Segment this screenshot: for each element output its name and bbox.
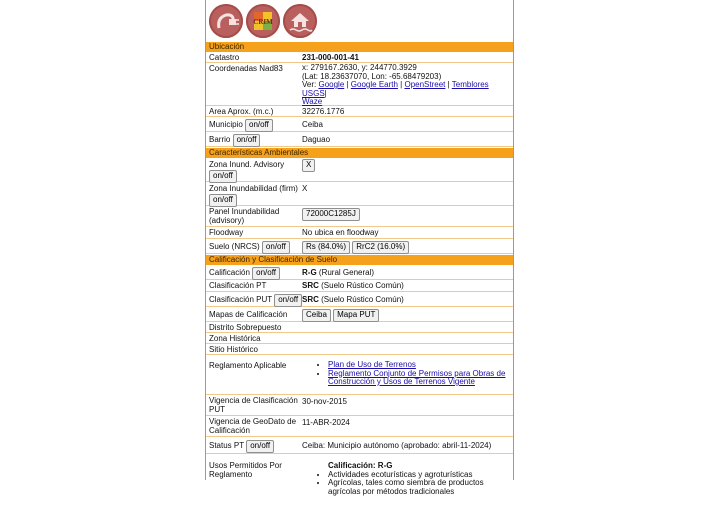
row-label: Usos Permitidos Por Reglamento [209,461,282,479]
row-vigencia-geodato [206,416,513,437]
barrio-label: Barrio [209,135,231,144]
mapa-put-button[interactable]: Mapa PUT [333,309,379,322]
suelo-label: Suelo (NRCS) [209,242,260,251]
row-area [206,106,513,117]
row-status-pt [206,437,513,454]
row-label: Sitio Histórico [209,345,258,354]
clasificacion-pt-value [302,281,509,290]
plug-icon[interactable] [209,4,243,38]
ver-label: Ver: [302,80,317,89]
row-distrito [206,322,513,333]
section-header-ubicacion: Ubicación [206,42,513,52]
zona-inund-firm-label: Zona Inundabilidad (firm) [209,184,298,193]
row-label: Distrito Sobrepuesto [209,323,282,332]
municipio-value: Ceiba [302,120,323,129]
calificacion-desc: (Rural General) [318,268,375,277]
clasificacion-put-value [302,295,509,304]
suelo-toggle-button[interactable]: on/off [262,241,290,254]
row-label: Area Aprox. (m.c.) [209,107,274,116]
reglamento-conjunto-link[interactable]: Reglamento Conjunto de Permisos para Obras de Construcción y Usos de Terrenos Vigente [328,368,506,386]
row-label: Reglamento Aplicable [209,361,287,370]
svg-text:CRIM: CRIM [253,18,273,26]
row-label: Catastro [209,53,240,62]
clasificacion-put-toggle-button[interactable]: on/off [274,294,302,307]
list-item: • Agrícolas, tales como siembra de productos agrícolas por métodos tradicionales [328,479,509,496]
row-usos-permitidos [206,454,513,514]
barrio-toggle-button[interactable]: on/off [233,134,261,147]
status-pt-value: Ceiba: Municipio autónomo (aprobado: abril-11-2024) [302,441,492,450]
mapa-ceiba-button[interactable]: Ceiba [302,309,331,322]
vigencia-put-value: 30-nov-2015 [302,397,347,406]
section-header-calificacion: Calificación y Clasificación de Suelo [206,255,513,265]
clasificacion-pt-code: SRC [302,281,319,290]
usos-list [316,471,509,497]
row-label [209,267,301,280]
row-label [209,119,301,132]
vigencia-geodato-value: 11-ABR-2024 [302,418,350,427]
coord-xy: x: 279167.2630, y: 244770.3929 [302,63,417,72]
house-flood-icon[interactable] [283,4,317,38]
suelo-rs-button[interactable]: Rs (84.0%) [302,241,350,254]
row-label: Vigencia de GeoDato de Calificación [209,417,297,435]
row-floodway [206,227,513,239]
row-catastro [206,52,513,63]
openstreet-link[interactable]: OpenStreet [404,80,446,89]
row-zona-inund-firm [206,182,513,206]
clasificacion-pt-desc: (Suelo Rústico Común) [321,281,404,290]
clasificacion-put-desc: (Suelo Rústico Común) [321,295,404,304]
row-label: Floodway [209,228,244,237]
coord-latlon: (Lat: 18.23637070, Lon: -65.68479203) [302,71,442,81]
catastro-value: 231-000-001-41 [302,53,359,62]
row-clasificacion-pt [206,280,513,292]
row-label [209,184,301,207]
municipio-label: Municipio [209,120,243,129]
zona-inund-advisory-x-button[interactable]: X [302,159,315,172]
calificacion-label: Calificación [209,268,250,277]
row-label: Zona Histórica [209,334,261,343]
row-mapas [206,307,513,322]
row-barrio [206,132,513,147]
row-label [209,294,303,307]
calificacion-value [302,268,509,277]
usos-heading: Calificación: R-G [328,461,393,470]
row-clasificacion-put [206,292,513,307]
section-header-ambientales: Características Ambientales [206,148,513,158]
suelo-rrc2-button[interactable]: RrC2 (16.0%) [352,241,409,254]
barrio-value: Daguao [302,135,331,144]
list-item [328,370,509,387]
google-earth-link[interactable]: Google Earth [350,80,398,89]
icon-toolbar [206,0,513,41]
row-vigencia-put [206,395,513,416]
waze-link[interactable]: Waze [302,97,323,106]
status-pt-toggle-button[interactable]: on/off [246,440,274,453]
row-label [209,134,301,147]
clasificacion-put-label: Clasificación PUT [209,295,272,304]
floodway-value: No ubica en floodway [302,228,379,237]
clasificacion-put-code: SRC [302,295,319,304]
row-label: Clasificación PT [209,281,267,290]
status-pt-label: Status PT [209,441,244,450]
google-link[interactable]: Google [318,80,345,89]
row-suelo [206,239,513,254]
panel-inundabilidad-button[interactable]: 72000C1285J [302,208,360,221]
zona-inund-advisory-label: Zona Inund. Advisory [209,160,285,169]
row-panel-inundabilidad [206,206,513,227]
list-item: • Actividades ecoturísticas y agroturísticas [328,471,509,480]
coordenadas-value: x: 279167.2630, y: 244770.3929 (Lat: 18.23637070, Lon: -65.68479203) Ver: Google | Google Earth | OpenStreet | Temblores USGS| Waze [302,64,509,107]
property-info-panel [205,0,514,496]
reglamento-list [316,361,509,387]
crim-logo-icon[interactable] [246,4,280,38]
area-value: 32276.1776 [302,107,345,116]
row-zona-inund-advisory [206,158,513,182]
zona-inund-firm-toggle-button[interactable]: on/off [209,194,237,207]
calificacion-toggle-button[interactable]: on/off [252,267,280,280]
row-zona-historica [206,333,513,344]
row-label [209,160,301,183]
zona-inund-firm-value: X [302,184,308,193]
row-municipio [206,117,513,132]
municipio-toggle-button[interactable]: on/off [245,119,273,132]
row-label: Mapas de Calificación [209,310,288,319]
row-label: Vigencia de Clasificación PUT [209,396,298,414]
row-label [209,241,301,254]
usgs-link[interactable]: Temblores USGS [302,80,489,98]
row-label: Coordenadas Nad83 [209,64,283,73]
calificacion-code: R-G [302,268,317,277]
zona-inund-advisory-toggle-button[interactable]: on/off [209,170,237,183]
plan-uso-link[interactable]: Plan de Uso de Terrenos [328,360,416,369]
row-coordenadas [206,63,513,106]
row-label [209,440,301,453]
row-sitio-historico [206,344,513,355]
row-label: Panel Inundabilidad (advisory) [209,207,280,225]
row-calificacion [206,265,513,280]
row-reglamento [206,355,513,395]
